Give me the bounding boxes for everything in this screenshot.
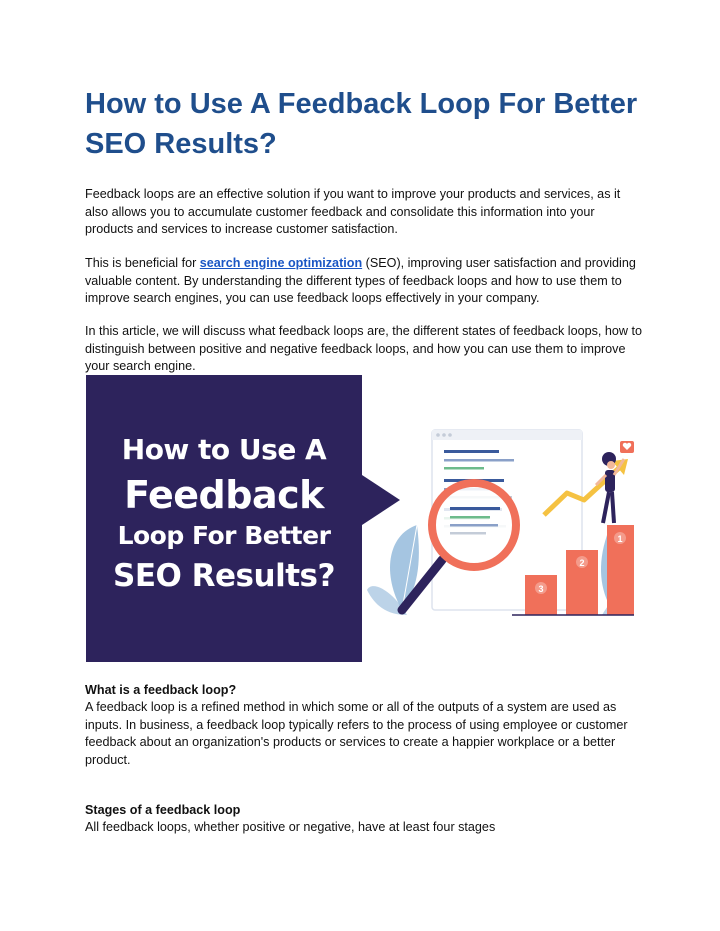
intro-p2-before: This is beneficial for (85, 256, 200, 270)
banner-dark-panel (86, 375, 362, 662)
banner-arrow-notch (362, 475, 400, 525)
seo-link[interactable]: search engine optimization (199, 256, 363, 270)
intro-paragraph-3: In this article, we will discuss what feedback loops are, the different states of feedback loops, how to distinguish between positive and negative feedback loops, and how you can use them to improve your search engine. (85, 324, 642, 373)
feature-banner-image (86, 375, 634, 662)
section-heading-what: What is a feedback loop? (85, 683, 237, 697)
intro-paragraph-2 (85, 255, 645, 308)
banner-line-2: Feedback (124, 473, 324, 517)
seo-growth-illustration (362, 375, 634, 662)
bar-2-label: 2 (579, 558, 585, 568)
heart-icon (620, 441, 634, 453)
intro-p2-after: (SEO), improving user satisfaction and providing valuable content. By understanding the different types of feedback loops and how to use them to improve search engines, you can use feedback loops effectively in your company. (85, 256, 636, 305)
bar-1-label: 1 (617, 534, 623, 544)
intro-paragraph-1: Feedback loops are an effective solution if you want to improve your products and services, as it also allows you to accumulate customer feedback and consolidate this information into your products and services to increase customer satisfaction. (85, 187, 621, 236)
banner-line-3: Loop For Better (117, 521, 331, 550)
bar-1 (607, 525, 634, 615)
page-title: How to Use A Feedback Loop For Better SEO Results? (85, 88, 638, 160)
banner-line-1: How to Use A (121, 433, 327, 466)
bar-2 (566, 550, 598, 615)
section-body-what: A feedback loop is a refined method in which some or all of the outputs of a system are used as inputs. In business, a feedback loop typically refers to the process of using employee or customer feedback about an organization's products or services to create a happier workplace or a better product. (85, 700, 628, 767)
section-heading-stages: Stages of a feedback loop (85, 803, 241, 817)
bar-3-label: 3 (538, 584, 544, 594)
banner-line-4: SEO Results? (113, 558, 335, 594)
section-body-stages: All feedback loops, whether positive or negative, have at least four stages (85, 820, 496, 834)
bar-3 (525, 575, 557, 615)
